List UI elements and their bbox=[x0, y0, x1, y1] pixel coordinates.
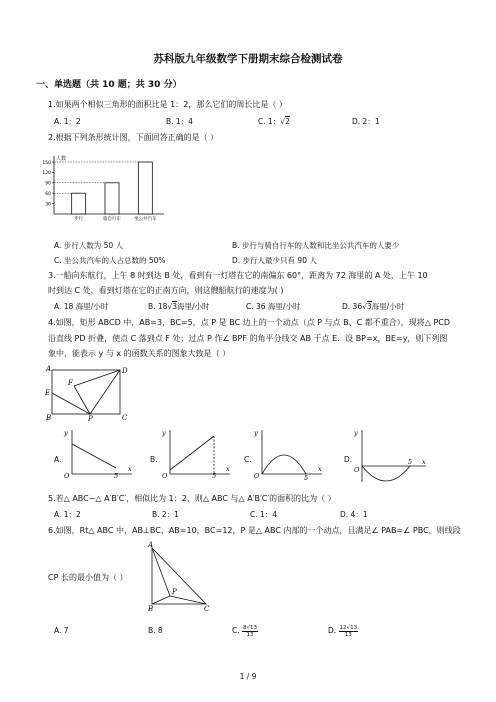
axis-x-label: x bbox=[226, 465, 230, 473]
q3-option-b-radicand: 3 bbox=[172, 302, 178, 311]
q4-label-c: C bbox=[122, 414, 128, 422]
q6-label-c: C bbox=[204, 605, 210, 612]
chart-y-tick-label: 90 bbox=[45, 181, 51, 187]
q1-option-a[interactable]: A. 1：2 bbox=[54, 117, 81, 126]
q5-option-b[interactable]: B. 2：1 bbox=[152, 510, 179, 519]
graph-line-increasing bbox=[170, 436, 214, 470]
q6-option-d-fraction bbox=[339, 625, 359, 638]
q4-option-a-graph[interactable] bbox=[62, 426, 136, 480]
q1-option-c-radicand: 2 bbox=[285, 117, 290, 126]
question-1-stem: 1.如果两个相似三角形的面积比是 1：2，那么它们的周长比是（ ） bbox=[48, 100, 287, 109]
axis-y-label: y bbox=[162, 429, 166, 437]
page-number: 1 / 9 bbox=[239, 672, 257, 681]
segment-fd bbox=[74, 370, 120, 386]
q1-option-c[interactable] bbox=[258, 117, 290, 127]
origin-label: O bbox=[354, 466, 360, 474]
chart-y-tick-label: 120 bbox=[42, 171, 51, 177]
q4-label-e: E bbox=[45, 389, 51, 397]
q6-option-c-numerator: 8√13 bbox=[243, 624, 258, 631]
chart-y-label: 人数 bbox=[56, 156, 67, 162]
chart-bar bbox=[72, 193, 86, 214]
chart-y-tick-label: 60 bbox=[45, 192, 51, 197]
q5-option-c[interactable]: C. 1：4 bbox=[250, 510, 278, 519]
q4-option-c-graph[interactable] bbox=[252, 426, 326, 480]
question-5-stem: 5.若△ ABC∽△ A′B′C′，相似比为 1：2，则△ ABC 与△ A′B′C′的面积的比为（ ） bbox=[48, 494, 336, 503]
q6-option-d-prefix: D. bbox=[328, 626, 337, 635]
segment-pd bbox=[90, 370, 120, 414]
q1-option-c-prefix: C. 1： bbox=[258, 117, 281, 126]
q6-option-c[interactable] bbox=[232, 621, 258, 641]
question-3-stem-line1: 3.一船向东航行，上午 8 时到达 B 处，看到有一灯塔在它的南偏东 60°，距离为 72 海里的 A 处，上午 10 bbox=[48, 271, 428, 280]
q4-label-p: P bbox=[88, 415, 93, 422]
q4-option-a-label[interactable]: A. bbox=[54, 455, 62, 464]
q6-option-d[interactable] bbox=[328, 621, 358, 641]
q1-option-d[interactable]: D. 2：1 bbox=[352, 117, 380, 126]
q5-option-a[interactable]: A. 1：2 bbox=[54, 510, 81, 519]
question-6-stem-line1: 6.如图，Rt△ ABC 中，AB⊥BC，AB=10，BC=12，P 是△ ABC 内部的一个动点，且满足∠ PAB=∠ PBC，则线段 bbox=[48, 526, 461, 535]
question-4-stem-line2: 沿直线 PD 折叠，使点 C 落到点 F 处；过点 P 作∠ BPF 的角平分线交 AB 于点 E．设 BP=x，BE=y，则下列图 bbox=[48, 334, 448, 343]
sqrt-symbol-icon: √ bbox=[167, 302, 173, 311]
tick-5-label: 5 bbox=[408, 458, 413, 466]
q2-option-c[interactable]: C. 坐公共汽车的人占总数的 50% bbox=[54, 256, 166, 265]
q2-option-a[interactable]: A. 步行人数为 50 人 bbox=[54, 241, 124, 250]
q6-option-d-denominator: 13 bbox=[344, 631, 352, 638]
chart-category-label: 步行 bbox=[74, 217, 84, 222]
q3-option-d-radicand: 3 bbox=[366, 302, 372, 311]
page-title: 苏科版九年级数学下册期末综合检测试卷 bbox=[153, 53, 343, 65]
q4-rectangle-figure bbox=[42, 364, 132, 422]
q6-label-a: A bbox=[148, 541, 154, 549]
q4-label-a: A bbox=[46, 365, 52, 373]
q4-label-b: B bbox=[46, 414, 52, 422]
axis-y-label: y bbox=[354, 429, 358, 437]
q3-option-b[interactable] bbox=[148, 302, 210, 312]
q6-option-c-prefix: C. bbox=[232, 626, 240, 635]
axis-x-label: x bbox=[318, 465, 322, 473]
chart-y-tick-label: 150 bbox=[42, 160, 51, 166]
q3-option-d-prefix: D. 36 bbox=[342, 302, 363, 311]
q4-label-d: D bbox=[122, 367, 128, 375]
q4-label-f: F bbox=[68, 379, 73, 387]
q4-option-b-label[interactable]: B. bbox=[150, 455, 158, 464]
q6-option-a[interactable]: A. 7 bbox=[54, 626, 69, 635]
chart-category-label: 坐公共汽车 bbox=[134, 217, 157, 222]
origin-label: O bbox=[254, 472, 260, 480]
tick-5-label: 5 bbox=[114, 472, 119, 480]
graph-parabola-up bbox=[362, 466, 410, 481]
q3-option-b-prefix: B. 18 bbox=[148, 302, 168, 311]
q3-option-d[interactable] bbox=[342, 302, 404, 312]
tick-5-label: 5 bbox=[304, 474, 309, 480]
q3-option-b-suffix: 海里/小时 bbox=[177, 302, 210, 311]
segment-bp bbox=[152, 596, 170, 604]
q6-option-b[interactable]: B. 8 bbox=[148, 626, 163, 635]
q6-option-d-numerator: 12√13 bbox=[339, 624, 358, 631]
section-heading: 一、单选题（共 10 题；共 30 分） bbox=[36, 80, 182, 90]
graph-parabola-down bbox=[262, 455, 306, 474]
tick-5-label: 5 bbox=[212, 472, 217, 480]
axis-x-label: x bbox=[128, 465, 132, 473]
chart-bar bbox=[105, 183, 119, 214]
origin-label: O bbox=[162, 472, 168, 480]
axis-y-label: y bbox=[64, 429, 68, 437]
question-6-stem-line2: CP 长的最小值为（ ） bbox=[48, 573, 128, 582]
q3-option-d-suffix: 海里/小时 bbox=[371, 302, 405, 311]
q4-option-d-graph[interactable] bbox=[352, 426, 432, 486]
q2-option-b[interactable]: B. 步行与骑自行车的人数和比坐公共汽车的人要少 bbox=[232, 241, 400, 250]
triangle-abc bbox=[152, 548, 206, 604]
bar-chart bbox=[36, 152, 172, 228]
q1-option-b[interactable]: B. 1：4 bbox=[166, 117, 193, 126]
q4-option-c-label[interactable]: C. bbox=[244, 455, 252, 464]
q6-triangle-figure bbox=[140, 540, 220, 612]
q6-option-c-fraction bbox=[242, 625, 258, 638]
question-3-stem-line2: 时到达 C 处，看到灯塔在它的正南方向，则这艘船航行的速度为( ) bbox=[48, 286, 284, 295]
q4-option-d-label[interactable]: D. bbox=[344, 455, 353, 464]
q3-option-a[interactable]: A. 18 海里/小时 bbox=[54, 302, 109, 311]
q6-option-c-denominator: 13 bbox=[246, 631, 254, 638]
chart-y-tick-label: 30 bbox=[45, 202, 51, 208]
question-4-stem-line1: 4.如图，矩形 ABCD 中，AB=3，BC=5，点 P 是 BC 边上的一个动点（点 P 与点 B、C 都不重合），现将△ PCD bbox=[48, 318, 451, 327]
question-4-stem-line3: 象中，能表示 y 与 x 的函数关系的图象大致是（ ） bbox=[48, 349, 231, 358]
chart-bar bbox=[138, 162, 152, 214]
axis-x-label: x bbox=[422, 458, 426, 466]
segment-pc bbox=[170, 596, 206, 604]
sqrt-symbol-icon: √ bbox=[362, 302, 367, 311]
q6-label-b: B bbox=[148, 605, 154, 612]
segment-ap bbox=[152, 548, 170, 596]
q4-option-b-graph[interactable] bbox=[160, 426, 234, 480]
question-2-stem: 2.根据下列条形统计图，下面回答正确的是（ ） bbox=[48, 133, 219, 142]
chart-category-label: 骑自行车 bbox=[103, 217, 121, 222]
q3-option-c[interactable]: C. 36 海里/小时 bbox=[246, 302, 301, 311]
q6-label-p: P bbox=[172, 588, 177, 596]
sqrt-symbol-icon: √ bbox=[280, 117, 286, 126]
axis-y-label: y bbox=[254, 429, 258, 437]
q2-option-d[interactable]: D. 步行人最少只有 90 人 bbox=[232, 256, 317, 265]
q5-option-d[interactable]: D. 4：1 bbox=[340, 510, 368, 519]
origin-label: O bbox=[64, 472, 70, 480]
graph-line-decreasing bbox=[72, 444, 116, 468]
